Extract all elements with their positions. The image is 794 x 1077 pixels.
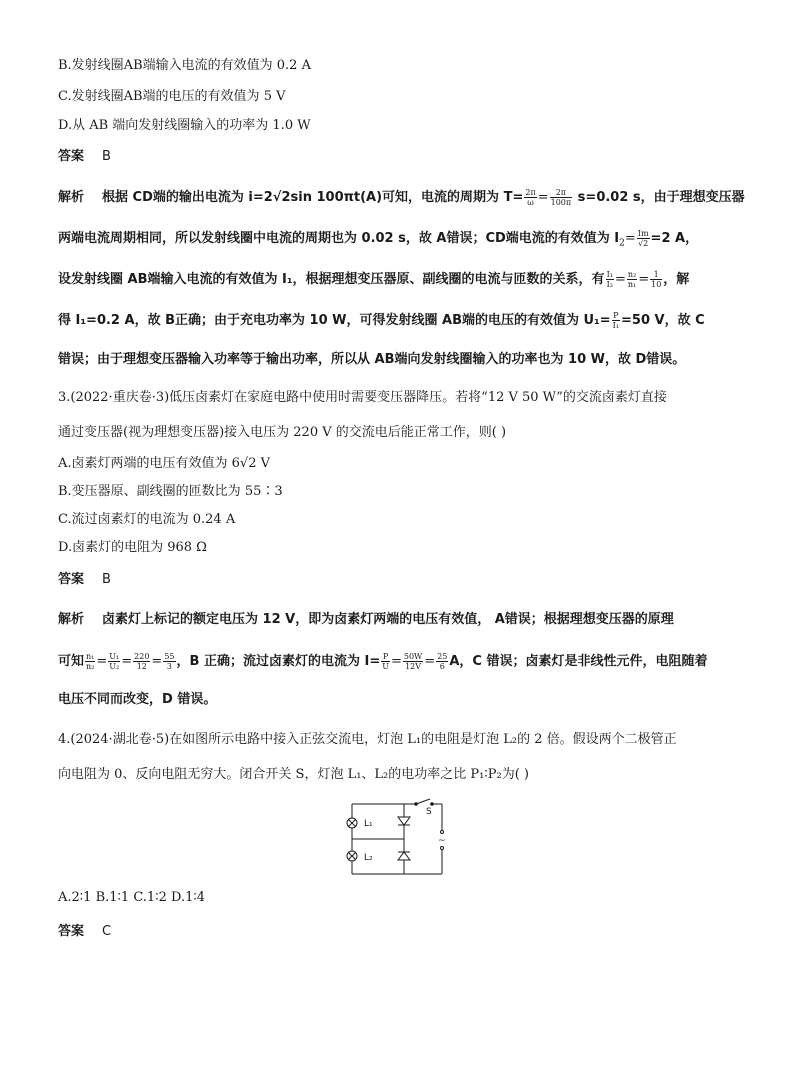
q3-option-b: B.变压器原、副线圈的匝数比为 55∶3	[58, 484, 283, 499]
switch-label: S	[426, 807, 432, 817]
ac-source-symbol: ~	[438, 836, 446, 846]
circuit-diagram	[330, 796, 460, 880]
prev-option-d: D.从 AB 端向发射线圈输入的功率为 1.0 W	[58, 118, 311, 133]
prev-analysis-line-4: 得 I₁=0.2 A，故 B正确；由于充电功率为 10 W，可得发射线圈 AB端的电压的有效值为 U₁= $\frac{P}{\text{I₁}}$ =50 V，故 C	[58, 311, 705, 330]
q4-answer-line: 答案 C	[58, 924, 112, 939]
lamp-2-label: L₂	[364, 853, 373, 863]
prev-analysis-line-5: 错误；由于理想变压器输入功率等于输出功率，所以从 AB端向发射线圈输入的功率也为 10 W，故 D错误。	[58, 352, 686, 367]
q3-answer: B	[102, 572, 111, 587]
answer-label: 答案	[58, 149, 85, 164]
prev-analysis-line-3: 设发射线圈 AB端输入电流的有效值为 I₁，根据理想变压器原、副线圈的电流与匝数的关系，有 $\frac{\text{I₁}}{\text{I₂}}$ = $\frac{\text{n₂}}{\text{n₁}}$ = $\frac{1}{10}$ ，解	[58, 270, 690, 289]
q4-answer: C	[102, 924, 112, 939]
lamp-1-label: L₁	[364, 819, 373, 829]
q4-options: A.2∶1 B.1∶1 C.1∶2 D.1∶4	[58, 890, 206, 905]
q3-option-a: A.卤素灯两端的电压有效值为 6√2 V	[58, 456, 270, 471]
prev-answer: B	[102, 149, 111, 164]
q3-option-d: D.卤素灯的电阻为 968 Ω	[58, 540, 207, 555]
prev-option-c: C.发射线圈AB端的电压的有效值为 5 V	[58, 89, 286, 104]
q3-stem-line-1: 3.(2022·重庆卷·3)低压卤素灯在家庭电路中使用时需要变压器降压。若将“12 V 50 W”的交流卤素灯直接	[58, 390, 667, 405]
q3-analysis-line-3: 电压不同而改变，D 错误。	[58, 692, 217, 707]
q3-analysis-line-1: 解析 卤素灯上标记的额定电压为 12 V，即为卤素灯两端的电压有效值， A错误；根据理想变压器的原理	[58, 612, 674, 627]
q4-stem-line-1: 4.(2024·湖北卷·5)在如图所示电路中接入正弦交流电，灯泡 L₁的电阻是灯泡 L₂的 2 倍。假设两个二极管正	[58, 732, 677, 747]
prev-analysis-line-2: 两端电流周期相同，所以发射线圈中电流的周期也为 0.02 s，故 A错误；CD端电流的有效值为 $I_2=$ $\frac{Im}{√2}$ =2 A，	[58, 229, 699, 249]
q3-analysis-line-2: 可知 $\frac{\text{n₁}}{\text{n₂}}$ = $\frac{\text{U₁}}{\text{U₂}}$ = $\frac{220}{12}$ = $\frac{55}{3}$ ，B 正确；流过卤素灯的电流为 I= $\frac{P}{U}$ = $\frac{50W}{12V}$ = $\frac{25}{6}$ A，C 错误；卤素灯是非线性元件，电阻随着	[58, 652, 708, 671]
prev-analysis-line-1: 解析 根据 CD端的输出电流为 i=2√2sin 100πt(A)可知，电流的周期为 T= $\frac{2\pi}{\omega}$ = $\frac{2\pi}{100\pi}$ s=0.02 s，由于理想变压器	[58, 188, 745, 207]
q3-answer-line: 答案 B	[58, 572, 111, 587]
analysis-label: 解析	[58, 190, 85, 205]
q4-stem-line-2: 向电阻为 0、反向电阻无穷大。闭合开关 S，灯泡 L₁、L₂的电功率之比 P₁∶P₂为( )	[58, 767, 529, 782]
q3-option-c: C.流过卤素灯的电流为 0.24 A	[58, 512, 236, 527]
prev-answer-line	[58, 149, 111, 165]
q3-stem-line-2: 通过变压器(视为理想变压器)接入电压为 220 V 的交流电后能正常工作，则( )	[58, 425, 507, 440]
prev-option-b: B.发射线圈AB端输入电流的有效值为 0.2 A	[58, 58, 311, 73]
